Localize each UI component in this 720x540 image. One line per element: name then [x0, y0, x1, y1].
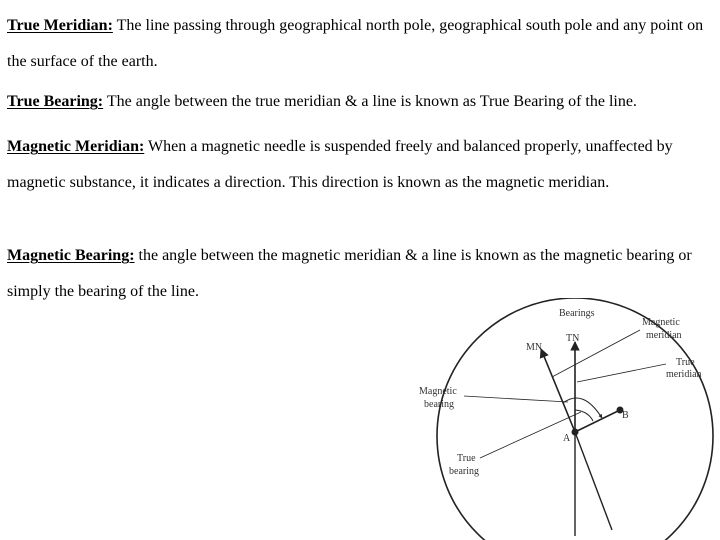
magnetic-bearing-leader	[464, 396, 568, 402]
tn-label: TN	[566, 333, 580, 344]
definition-text-magnetic-meridian: When a magnetic needle is suspended freely and balanced properly, unaffected by magnetic substance, it indicates a direction. This direction is known as the magnetic meridian.	[7, 138, 673, 191]
definition-true-bearing	[7, 84, 719, 120]
magnetic-meridian-callout-line1: Magnetic	[642, 317, 680, 328]
term-true-meridian: True Meridian:	[7, 17, 113, 34]
true-meridian-callout-line1: True	[676, 357, 695, 368]
term-true-bearing: True Bearing:	[7, 93, 104, 110]
definition-text-magnetic-bearing: the angle between the magnetic meridian & a line is known as the magnetic bearing or simply the bearing of the line.	[7, 247, 692, 300]
point-a	[572, 429, 579, 436]
magnetic-meridian-line-lower	[575, 432, 612, 530]
bearings-diagram	[410, 298, 718, 540]
true-bearing-arc	[575, 410, 593, 421]
point-b-label: B	[622, 410, 629, 421]
point-a-label: A	[563, 433, 571, 444]
true-bearing-callout-line2: bearing	[449, 466, 479, 477]
line-a-b	[575, 410, 620, 432]
term-magnetic-meridian: Magnetic Meridian:	[7, 138, 145, 155]
true-meridian-leader	[577, 364, 666, 382]
bearings-figure	[410, 298, 718, 540]
magnetic-bearing-callout-line2: bearing	[424, 399, 454, 410]
magnetic-bearing-callout-line1: Magnetic	[419, 386, 457, 397]
magnetic-meridian-callout-line2: meridian	[646, 330, 682, 341]
definition-text-true-meridian: The line passing through geographical north pole, geographical south pole and any point on the surface of the earth.	[7, 17, 704, 70]
definition-text-true-bearing: The angle between the true meridian & a line is known as True Bearing of the line.	[103, 93, 637, 110]
true-bearing-callout-line1: True	[457, 453, 476, 464]
true-meridian-callout-line2: meridian	[666, 369, 702, 380]
term-magnetic-bearing: Magnetic Bearing:	[7, 247, 135, 264]
mn-label: MN	[526, 342, 543, 353]
figure-title: Bearings	[559, 308, 595, 319]
definition-magnetic-meridian	[7, 129, 719, 201]
definition-true-meridian	[7, 8, 719, 80]
magnetic-meridian-line	[541, 349, 575, 432]
